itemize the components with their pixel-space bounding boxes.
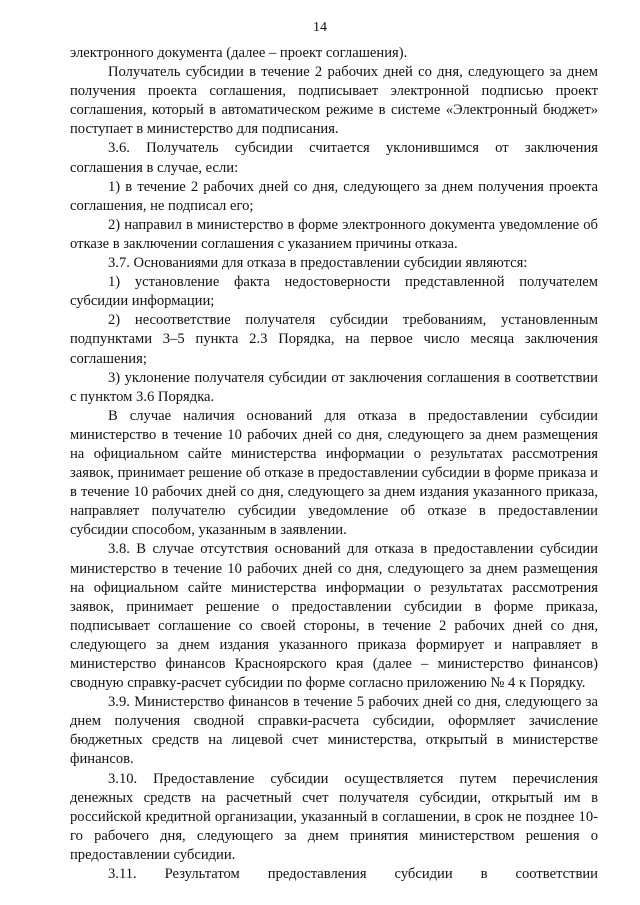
list-item: 1) установление факта недостоверности представленной получателем субсидии информации; <box>70 274 598 310</box>
paragraph-3-11: 3.11. Результатом предоставления субсидии в соответствии <box>108 866 598 883</box>
paragraph: В случае наличия оснований для отказа в предоставлении субсидии министерство в течение 10 рабочих дней со дня, следующего за днем размещения на официальном сайте министерства информации о результатах рассмотрения заявок, принимает решение об отказе в предоставлении субсидии в форме приказа и в течение 10 рабочих дней со дня, следующего за днем издания указанного приказа, направляет получателю субсидии уведомление об отказе в предоставлении субсидии способом, указанным в заявлении. <box>70 407 598 539</box>
paragraph-3-9: 3.9. Министерство финансов в течение 5 рабочих дней со дня, следующего за днем получения сводной справки-расчета субсидии, оформляет зачисление бюджетных средств на лицевой счет министерства, открытый в министерстве финансов. <box>70 694 598 768</box>
list-item: 2) направил в министерство в форме электронного документа уведомление об отказе в заключении соглашения с указанием причины отказа. <box>70 216 598 252</box>
paragraph-3-8: 3.8. В случае отсутствия оснований для отказа в предоставлении субсидии министерство в течение 10 рабочих дней со дня, следующего за днем размещения на официальном сайте министерства информации о результатах рассмотрения заявок, принимает решение о предоставлении субсидии в форме приказа, подписывает соглашение со своей стороны, в течение 2 рабочих дней со дня, следующего за днем издания указанного приказа формирует и направляет в министерство финансов Красноярского края (далее – министерство финансов) сводную справку-расчет субсидии по форме согласно приложению № 4 к Порядку. <box>70 541 598 692</box>
list-item: 2) несоответствие получателя субсидии требованиям, установленным подпунктами 3–5 пункта 2.3 Порядка, на первое число месяца заключения соглашения; <box>70 312 598 367</box>
paragraph: электронного документа (далее – проект соглашения). <box>70 45 408 61</box>
paragraph-3-10: 3.10. Предоставление субсидии осуществляется путем перечисления денежных средств на расчетный счет получателя субсидии, открытый им в российской кредитной организации, указанный в соглашении, в срок не позднее 10-го рабочего дня, следующего за днем принятия министерством решения о предоставлении субсидии. <box>70 770 598 863</box>
document-body <box>70 44 598 884</box>
page-number: 14 <box>313 20 327 35</box>
list-item: 3) уклонение получателя субсидии от заключения соглашения в соответствии с пунктом 3.6 Порядка. <box>70 369 598 405</box>
list-item: 1) в течение 2 рабочих дней со дня, следующего за днем получения проекта соглашения, не подписал его; <box>70 178 598 214</box>
paragraph-3-6: 3.6. Получатель субсидии считается уклонившимся от заключения соглашения в случае, если: <box>70 140 598 176</box>
paragraph-3-7: 3.7. Основаниями для отказа в предоставлении субсидии являются: <box>108 255 528 272</box>
paragraph: Получатель субсидии в течение 2 рабочих дней со дня, следующего за днем получения проекта соглашения, подписывает электронной подписью проект соглашения, который в автоматическом режиме в системе «Электронный бюджет» поступает в министерство для подписания. <box>70 64 598 138</box>
